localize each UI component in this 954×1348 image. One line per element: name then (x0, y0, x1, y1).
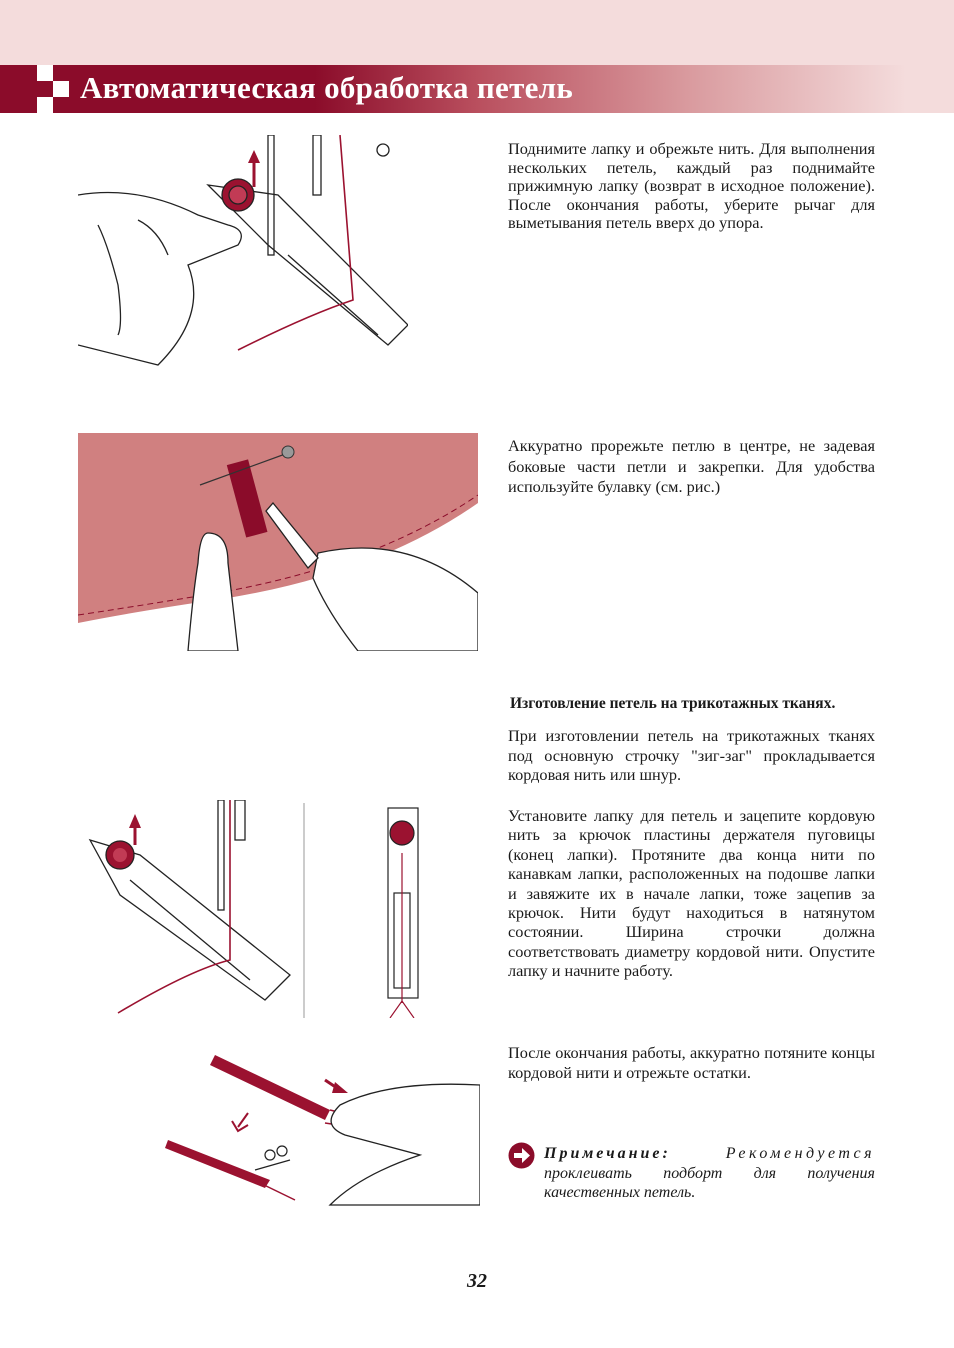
paragraph-knit-intro: При изготовлении петель на трикотажных тканях под основную строчку "зиг-заг" прокладывается кордовая нить или шнур. (508, 726, 875, 784)
note-text-first: Рекомендуется (725, 1145, 875, 1162)
section-heading-knit: Изготовление петель на трикотажных тканях. (510, 695, 836, 712)
note-label: Примечание: (544, 1145, 671, 1162)
arrow-right-icon (508, 1142, 535, 1169)
checker-square (37, 65, 53, 81)
paragraph-cord-setup: Установите лапку для петель и зацепите кордовую нить за крючок пластины держателя пуговицы (конец лапки). Протяните два конца нити по канавкам лапки, расположенных на подошве лапки и завяжите их в начале лапки, тоже зацепив за крючок. Нити будут находиться в натянутом состоянии. Ширина строчки должна соответствовать диаметру кордовой нити. Опустите лапку и начните работу. (508, 806, 875, 981)
divider (303, 803, 305, 1018)
top-band (0, 0, 954, 65)
illustration-foot-top-view (380, 803, 425, 1018)
paragraph-raise-foot: Поднимите лапку и обрежьте нить. Для выполнения нескольких петель, каждый раз поднимайте прижимную лапку (возврат в исходное положение). После окончания работы, уберите рычаг для выметывания петель вверх до упора. (508, 139, 875, 233)
paragraph-pull-cord: После окончания работы, аккуратно потяните концы кордовой нити и отрежьте остатки. (508, 1043, 875, 1082)
paragraph-cut-buttonhole: Аккуратно прорежьте петлю в центре, не задевая боковые части петли и закрепки. Для удобства используйте булавку (см. рис.) (508, 436, 875, 496)
note (544, 1144, 875, 1203)
illustration-raise-foot (78, 135, 408, 370)
illustration-cut-buttonhole (78, 433, 478, 651)
page-title: Автоматическая обработка петель (80, 70, 574, 105)
page-number: 32 (467, 1270, 487, 1292)
checker-square (53, 81, 69, 97)
illustration-pull-cord (160, 1045, 480, 1215)
illustration-cord-foot (80, 800, 295, 1015)
note-text: проклеивать подборт для получения качественных петель. (544, 1164, 875, 1201)
checker-square (37, 97, 53, 113)
